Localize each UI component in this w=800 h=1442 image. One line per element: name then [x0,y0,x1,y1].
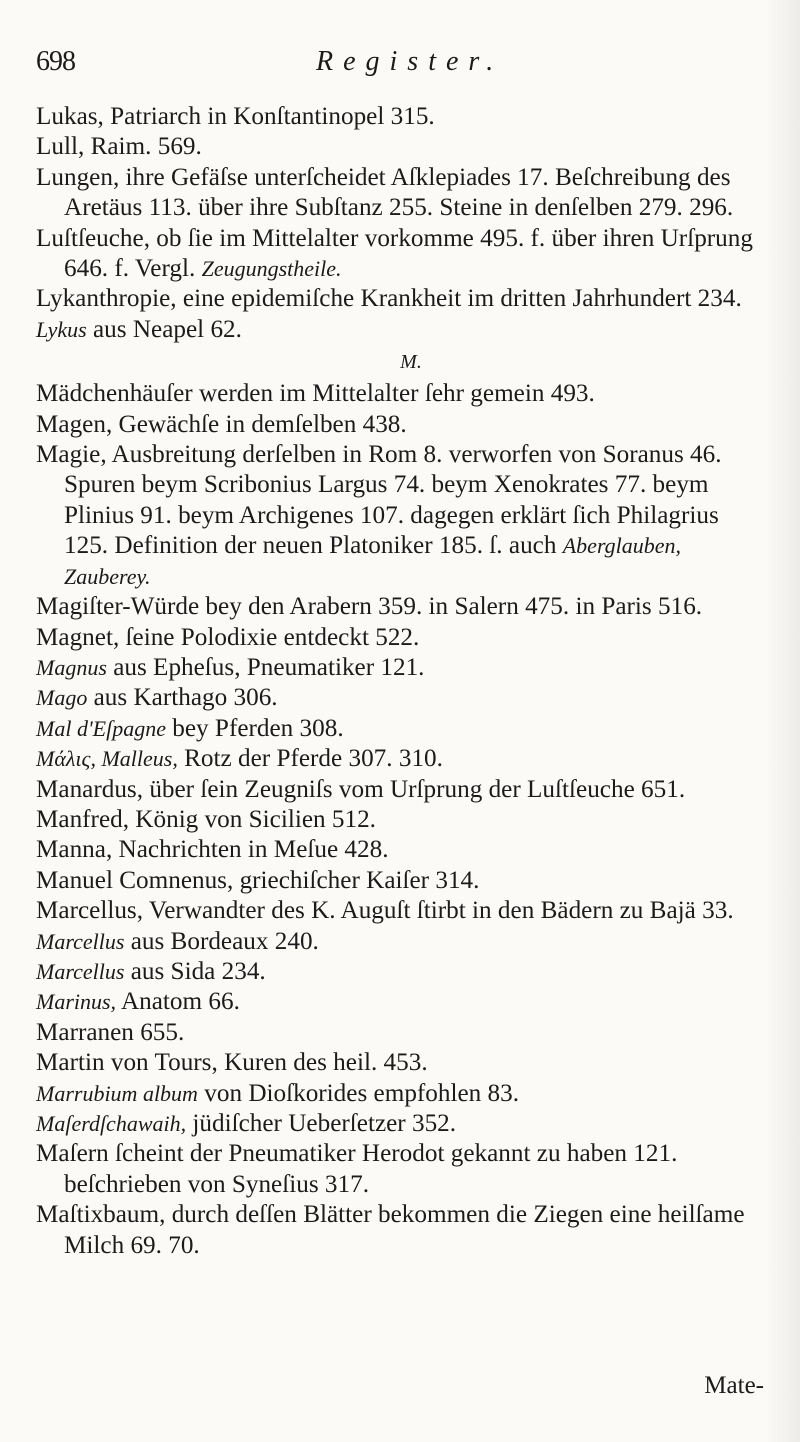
entry-italic-term: Marcellus [36,958,125,984]
entry-italic-term: Marinus, [36,989,117,1015]
entry-text: Manna, Nachrichten in Meſue 428. [36,836,389,864]
index-entry [36,805,766,835]
entry-text: Rotz der Pferde 307. 310. [177,745,443,773]
index-entry [36,102,766,132]
index-entry [36,224,766,285]
running-head: Register. [316,46,504,77]
entry-text: Maſern ſcheint der Pneumatiker Herodot gekannt zu haben 121. beſchrieben von Syneſius 317. [36,1140,678,1198]
entry-text: jüdiſcher Ueberſetzer 352. [186,1110,457,1137]
index-entry [36,132,766,162]
entry-text: Lungen, ihre Gefäſse unterſcheidet Aſklepiades 17. Beſchreibung des Aretäus 113. über ihre Subſtanz 255. Steine in denſelben 279. 296. [36,163,734,222]
entry-text: von Dioſkorides empfohlen 83. [197,1079,520,1107]
index-entry [36,1109,766,1139]
index-entry [36,653,766,683]
entry-text: Lykanthropie, eine epidemiſche Krankheit im dritten Jahrhundert 234. [36,285,742,313]
section-letter: M. [400,351,422,374]
entry-text: Manfred, König von Sicilien 512. [36,805,376,833]
entry-text: Martin von Tours, Kuren des heil. 453. [36,1049,428,1077]
index-entry [36,744,766,774]
index-entry [36,1018,766,1048]
index-entry [36,1139,766,1200]
entry-text: Magen, Gewächſe in demſelben 438. [36,410,407,438]
entry-text: Luſtſeuche, ob ſie im Mittelalter vorkomme 495. f. über ihren Urſprung 646. f. Vergl. [36,224,753,283]
entry-text: Marcellus, Verwandter des K. Auguſt ſtirbt in den Bädern zu Bajä 33. [36,897,734,925]
entry-text: Magnet, ſeine Polodixie entdeckt 522. [36,623,420,651]
index-entry [36,896,766,926]
entry-italic-term: Μάλις, Malleus, [36,746,178,772]
index-entry [36,1048,766,1078]
entry-text: Magiſter-Würde bey den Arabern 359. in Salern 475. in Paris 516. [36,593,703,621]
index-entry [36,379,766,409]
entry-text: aus Bordeaux 240. [124,927,319,955]
entry-text: Manardus, über ſein Zeugniſs vom Urſprung der Luſtſeuche 651. [36,775,686,803]
entry-text: Lull, Raim. 569. [36,133,202,161]
entry-text: aus Epheſus, Pneumatiker 121. [106,653,425,681]
entry-text: Magie, Ausbreitung derſelben in Rom 8. verworfen von Soranus 46. Spuren beym Scribonius Largus 74. beym Xenokrates 77. beym Plinius 91. beym Archigenes 107. dagegen erklärt ſich Philagrius 125. Definition der neuen Platoniker 185. ſ. auch [36,441,722,560]
index-entry [36,592,766,622]
index-entries [36,102,766,1261]
entry-italic-term: Lykus [36,316,87,342]
entry-text: Mädchenhäuſer werden im Mittelalter ſehr gemein 493. [36,380,595,408]
index-entry [36,410,766,440]
index-entry [36,987,766,1017]
entry-italic-term: Marrubium album [36,1080,198,1106]
entry-italic-term: Mago [36,685,88,711]
index-entry [36,163,766,224]
index-entry [36,440,766,592]
entry-text: aus Neapel 62. [86,315,242,343]
index-entry [36,927,766,957]
entry-text: aus Sida 234. [124,957,266,985]
entry-italic-term: Mal d'Eſpagne [36,715,166,741]
entry-text: Anatom 66. [116,988,240,1016]
index-entry [36,835,766,865]
entry-text: Maſtixbaum, durch deſſen Blätter bekommen die Ziegen eine heilſame Milch 69. 70. [36,1201,745,1259]
entry-text: bey Pferden 308. [165,714,344,742]
entry-italic-term: Magnus [36,654,107,680]
entry-cross-reference: Aberglauben, Zauberey. [64,533,682,589]
index-entry [36,957,766,987]
facing-page-edge [766,0,800,1442]
index-entry [36,1200,766,1261]
index-entry [36,315,766,345]
index-entry [36,284,766,314]
entry-text: Lukas, Patriarch in Konſtantinopel 315. [36,103,435,130]
page-number: 698 [36,46,75,77]
entry-text: Marranen 655. [36,1018,185,1046]
index-entry [36,1079,766,1109]
index-entry [36,623,766,653]
index-entry [36,714,766,744]
entry-text: aus Karthago 306. [87,684,278,712]
index-entry [36,775,766,805]
index-entry [36,866,766,896]
entry-text: Manuel Comnenus, griechiſcher Kaiſer 314. [36,866,480,894]
index-entry [36,683,766,713]
entry-italic-term: Marcellus [36,928,125,954]
catchword: Mate- [704,1372,764,1399]
entry-cross-reference: Zeugungstheile. [201,256,342,282]
page-header [36,44,766,84]
entry-italic-term: Maſerdſchawaih, [36,1111,187,1136]
